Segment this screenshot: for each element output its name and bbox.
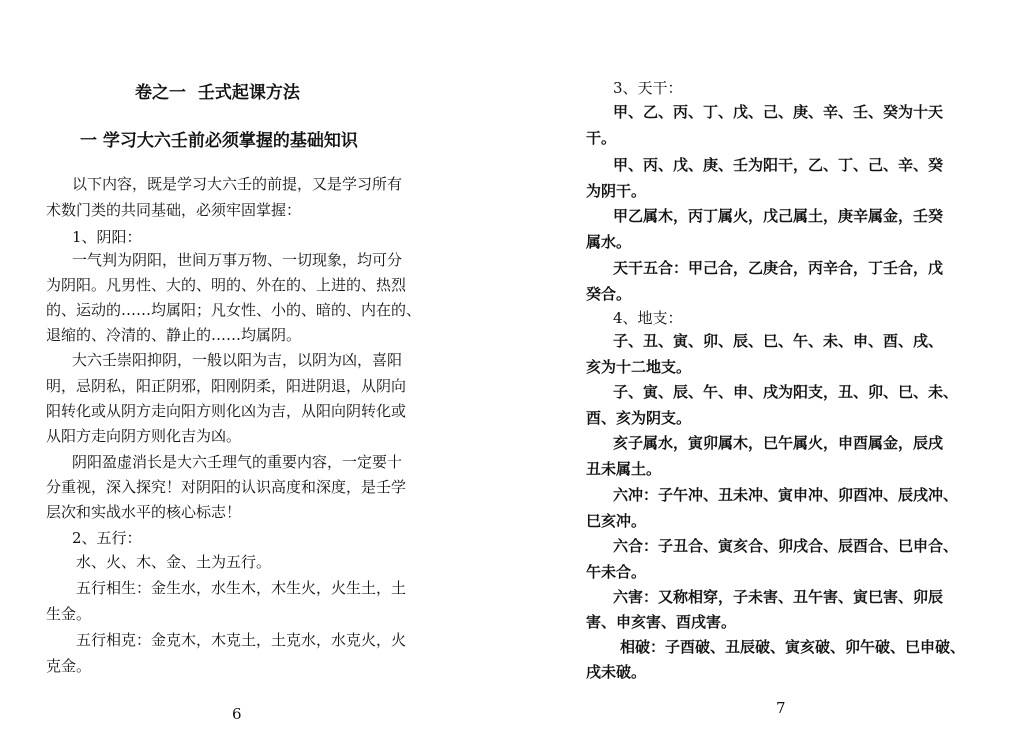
text-line: 术数门类的共同基础，必须牢固掌握： bbox=[46, 201, 302, 219]
text-line: 2、五行： bbox=[72, 529, 142, 547]
text-line: 巳亥冲。 bbox=[586, 512, 647, 530]
text-line: 克金。 bbox=[46, 657, 92, 675]
text-line: 属水。 bbox=[586, 233, 632, 251]
text-line: 的、运动的……均属阳；凡女性、小的、暗的、内在的、 bbox=[46, 301, 422, 319]
text-line: 为阴干。 bbox=[586, 182, 647, 200]
text-line: 五行相克：金克木，木克土，土克水，水克火，火 bbox=[76, 631, 407, 649]
text-line: 4、地支： bbox=[613, 309, 683, 327]
page-number: 7 bbox=[776, 699, 786, 717]
text-line: 子、寅、辰、午、申、戌为阳支，丑、卯、巳、未、 bbox=[613, 383, 959, 401]
text-line: 甲、乙、丙、丁、戊、己、庚、辛、壬、癸为十天 bbox=[613, 103, 944, 121]
text-line: 阳转化或从阴方走向阳方则化凶为吉，从阳向阴转化或 bbox=[46, 402, 407, 420]
text-line: 生金。 bbox=[46, 605, 92, 623]
text-line: 分重视，深入探究！对阴阳的认识高度和深度，是壬学 bbox=[46, 478, 407, 496]
text-line: 六害：又称相穿，子未害、丑午害、寅巳害、卯辰 bbox=[613, 588, 944, 606]
text-line: 子、丑、寅、卯、辰、巳、午、未、申、酉、戌、 bbox=[613, 332, 944, 350]
text-line: 层次和实战水平的核心标志！ bbox=[46, 503, 242, 521]
text-line: 明，忌阴私，阳正阴邪，阳刚阴柔，阳进阴退，从阴向 bbox=[46, 377, 407, 395]
page-number: 6 bbox=[232, 705, 242, 723]
left-page bbox=[0, 0, 490, 736]
text-line: 害、申亥害、酉戌害。 bbox=[586, 613, 737, 631]
right-page bbox=[560, 0, 1027, 736]
text-line: 以下内容，既是学习大六壬的前提，又是学习所有 bbox=[72, 175, 403, 193]
text-line: 相破：子酉破、丑辰破、寅亥破、卯午破、巳申破、 bbox=[620, 638, 966, 656]
chapter-title: 卷之一 壬式起课方法 bbox=[135, 83, 300, 103]
text-line: 亥子属水，寅卯属木，巳午属火，申酉属金，辰戌 bbox=[613, 434, 944, 452]
text-line: 大六壬崇阳抑阴，一般以阳为吉，以阴为凶，喜阳 bbox=[72, 351, 403, 369]
text-line: 从阳方走向阴方则化吉为凶。 bbox=[46, 427, 242, 445]
text-line: 水、火、木、金、土为五行。 bbox=[76, 553, 272, 571]
text-line: 午未合。 bbox=[586, 563, 647, 581]
text-line: 干。 bbox=[586, 129, 617, 147]
text-line: 五行相生：金生水，水生木，木生火，火生土，土 bbox=[76, 579, 407, 597]
text-line: 为阴阳。凡男性、大的、明的、外在的、上进的、热烈 bbox=[46, 276, 407, 294]
text-line: 天干五合：甲己合，乙庚合，丙辛合，丁壬合，戊 bbox=[613, 259, 944, 277]
text-line: 退缩的、冷清的、静止的……均属阴。 bbox=[46, 326, 302, 344]
text-line: 亥为十二地支。 bbox=[586, 358, 692, 376]
text-line: 一气判为阴阳，世间万事万物、一切现象，均可分 bbox=[72, 251, 403, 269]
text-line: 癸合。 bbox=[586, 285, 632, 303]
text-line: 甲乙属木，丙丁属火，戊己属土，庚辛属金，壬癸 bbox=[613, 207, 944, 225]
text-line: 戌未破。 bbox=[586, 663, 647, 681]
text-line: 阴阳盈虚消长是大六壬理气的重要内容，一定要十 bbox=[72, 453, 403, 471]
text-line: 1、阴阳： bbox=[72, 228, 142, 246]
text-line: 甲、丙、戊、庚、壬为阳干，乙、丁、己、辛、癸 bbox=[613, 156, 944, 174]
text-line: 酉、亥为阴支。 bbox=[586, 409, 692, 427]
section-title: 一 学习大六壬前必须掌握的基础知识 bbox=[80, 131, 358, 151]
text-line: 六合：子丑合、寅亥合、卯戌合、辰酉合、巳申合、 bbox=[613, 537, 959, 555]
text-line: 3、天干： bbox=[613, 79, 683, 97]
text-line: 六冲：子午冲、丑未冲、寅申冲、卯酉冲、辰戌冲、 bbox=[613, 486, 959, 504]
text-line: 丑未属土。 bbox=[586, 460, 662, 478]
